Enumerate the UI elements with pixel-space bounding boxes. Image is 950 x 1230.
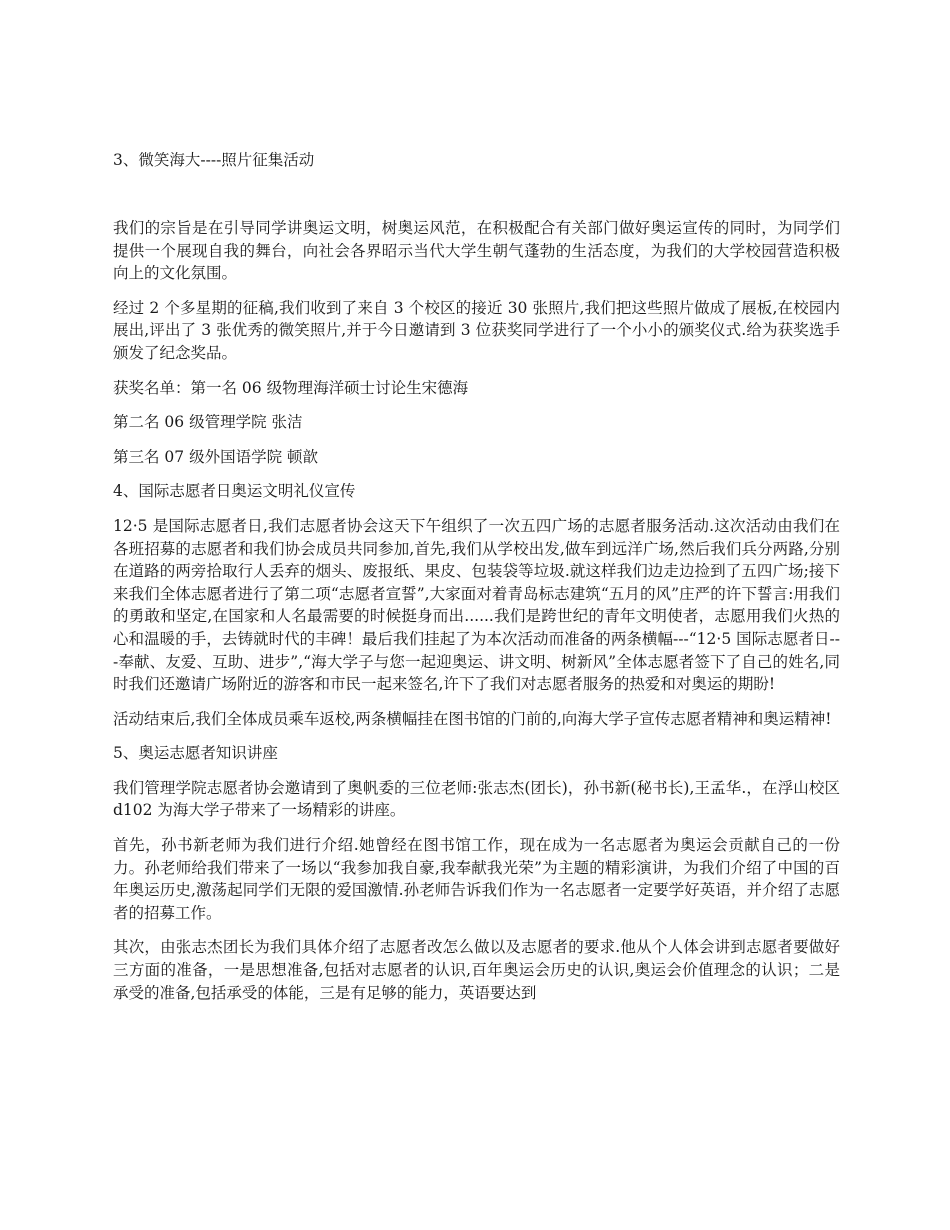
paragraph-winner-3: 第三名 07 级外国语学院 顿歆: [113, 447, 319, 466]
paragraph-lecture-intro: 我们管理学院志愿者协会邀请到了奥帆委的三位老师:张志杰(团长)，孙书新(秘书长),王孟华.，在浮山校区 d102 为海大学子带来了一场精彩的讲座。: [113, 778, 840, 820]
paragraph-winner-1: 获奖名单：第一名 06 级物理海洋硕士讨论生宋德海: [113, 378, 469, 397]
paragraph-purpose: 我们的宗旨是在引导同学讲奥运文明，树奥运风范，在积极配合有关部门做好奥运宣传的同时，为同学们提供一个展现自我的舞台，向社会各界昭示当代大学生朝气蓬勃的生活态度，为我们的大学校园营造积极向上的文化氛围。: [113, 219, 840, 283]
paragraph-photo-collection: 经过 2 个多星期的征稿,我们收到了来自 3 个校区的接近 30 张照片,我们把这些照片做成了展板,在校园内展出,评出了 3 张优秀的微笑照片,并于今日邀请到 3 位获奖同学进行了一个小小的颁奖仪式.给为获奖选手颁发了纪念奖品。: [113, 298, 840, 362]
paragraph-lecture-second: 其次，由张志杰团长为我们具体介绍了志愿者改怎么做以及志愿者的要求.他从个人体会讲到志愿者要做好三方面的准备，一是思想准备,包括对志愿者的认识,百年奥运会历史的认识,奥运会价值理念的认识；二是承受的准备,包括承受的体能，三是有足够的能力，英语要达到: [113, 938, 840, 1002]
paragraph-lecture-first: 首先，孙书新老师为我们进行介绍.她曾经在图书馆工作，现在成为一名志愿者为奥运会贡献自己的一份力。孙老师给我们带来了一场以“我参加我自豪,我奉献我光荣”为主题的精彩演讲，为我们介绍了中国的百年奥运历史,激荡起同学们无限的爱国激情.孙老师告诉我们作为一名志愿者一定要学好英语，并介绍了志愿者的招募工作。: [113, 836, 840, 922]
paragraph-winner-2: 第二名 06 级管理学院 张洁: [113, 413, 303, 432]
section-heading-3: 3、微笑海大----照片征集活动: [113, 151, 315, 169]
section-heading-5: 5、奥运志愿者知识讲座: [113, 744, 278, 763]
paragraph-volunteer-day: 12·5 是国际志愿者日,我们志愿者协会这天下午组织了一次五四广场的志愿者服务活动.这次活动由我们在各班招募的志愿者和我们协会成员共同参加,首先,我们从学校出发,做车到远洋广场,然后我们兵分两路,分别在道路的两旁拾取行人丢弃的烟头、废报纸、果皮、包装袋等垃圾.就这样我们边走边捡到了五四广场;接下来我们全体志愿者进行了第二项“志愿者宣誓”,大家面对着青岛标志建筑“五月的风”庄严的许下誓言:用我们的勇敢和坚定,在国家和人名最需要的时候挺身而出......我们是跨世纪的青年文明使者，志愿用我们火热的心和温暖的手，去铸就时代的丰碑！最后我们挂起了为本次活动而准备的两条横幅---“12·5 国际志愿者日---奉献、友爱、互助、进步”,“海大学子与您一起迎奥运、讲文明、树新风”全体志愿者签下了自己的姓名,同时我们还邀请广场附近的游客和市民一起来签名,许下了我们对志愿者服务的热爱和对奥运的期盼!: [113, 516, 840, 694]
paragraph-activity-end: 活动结束后,我们全体成员乘车返校,两条横幅挂在图书馆的门前的,向海大学子宣传志愿者精神和奥运精神!: [113, 709, 832, 728]
document-body: [113, 217, 840, 1016]
section-heading-4: 4、国际志愿者日奥运文明礼仪宣传: [113, 482, 356, 501]
